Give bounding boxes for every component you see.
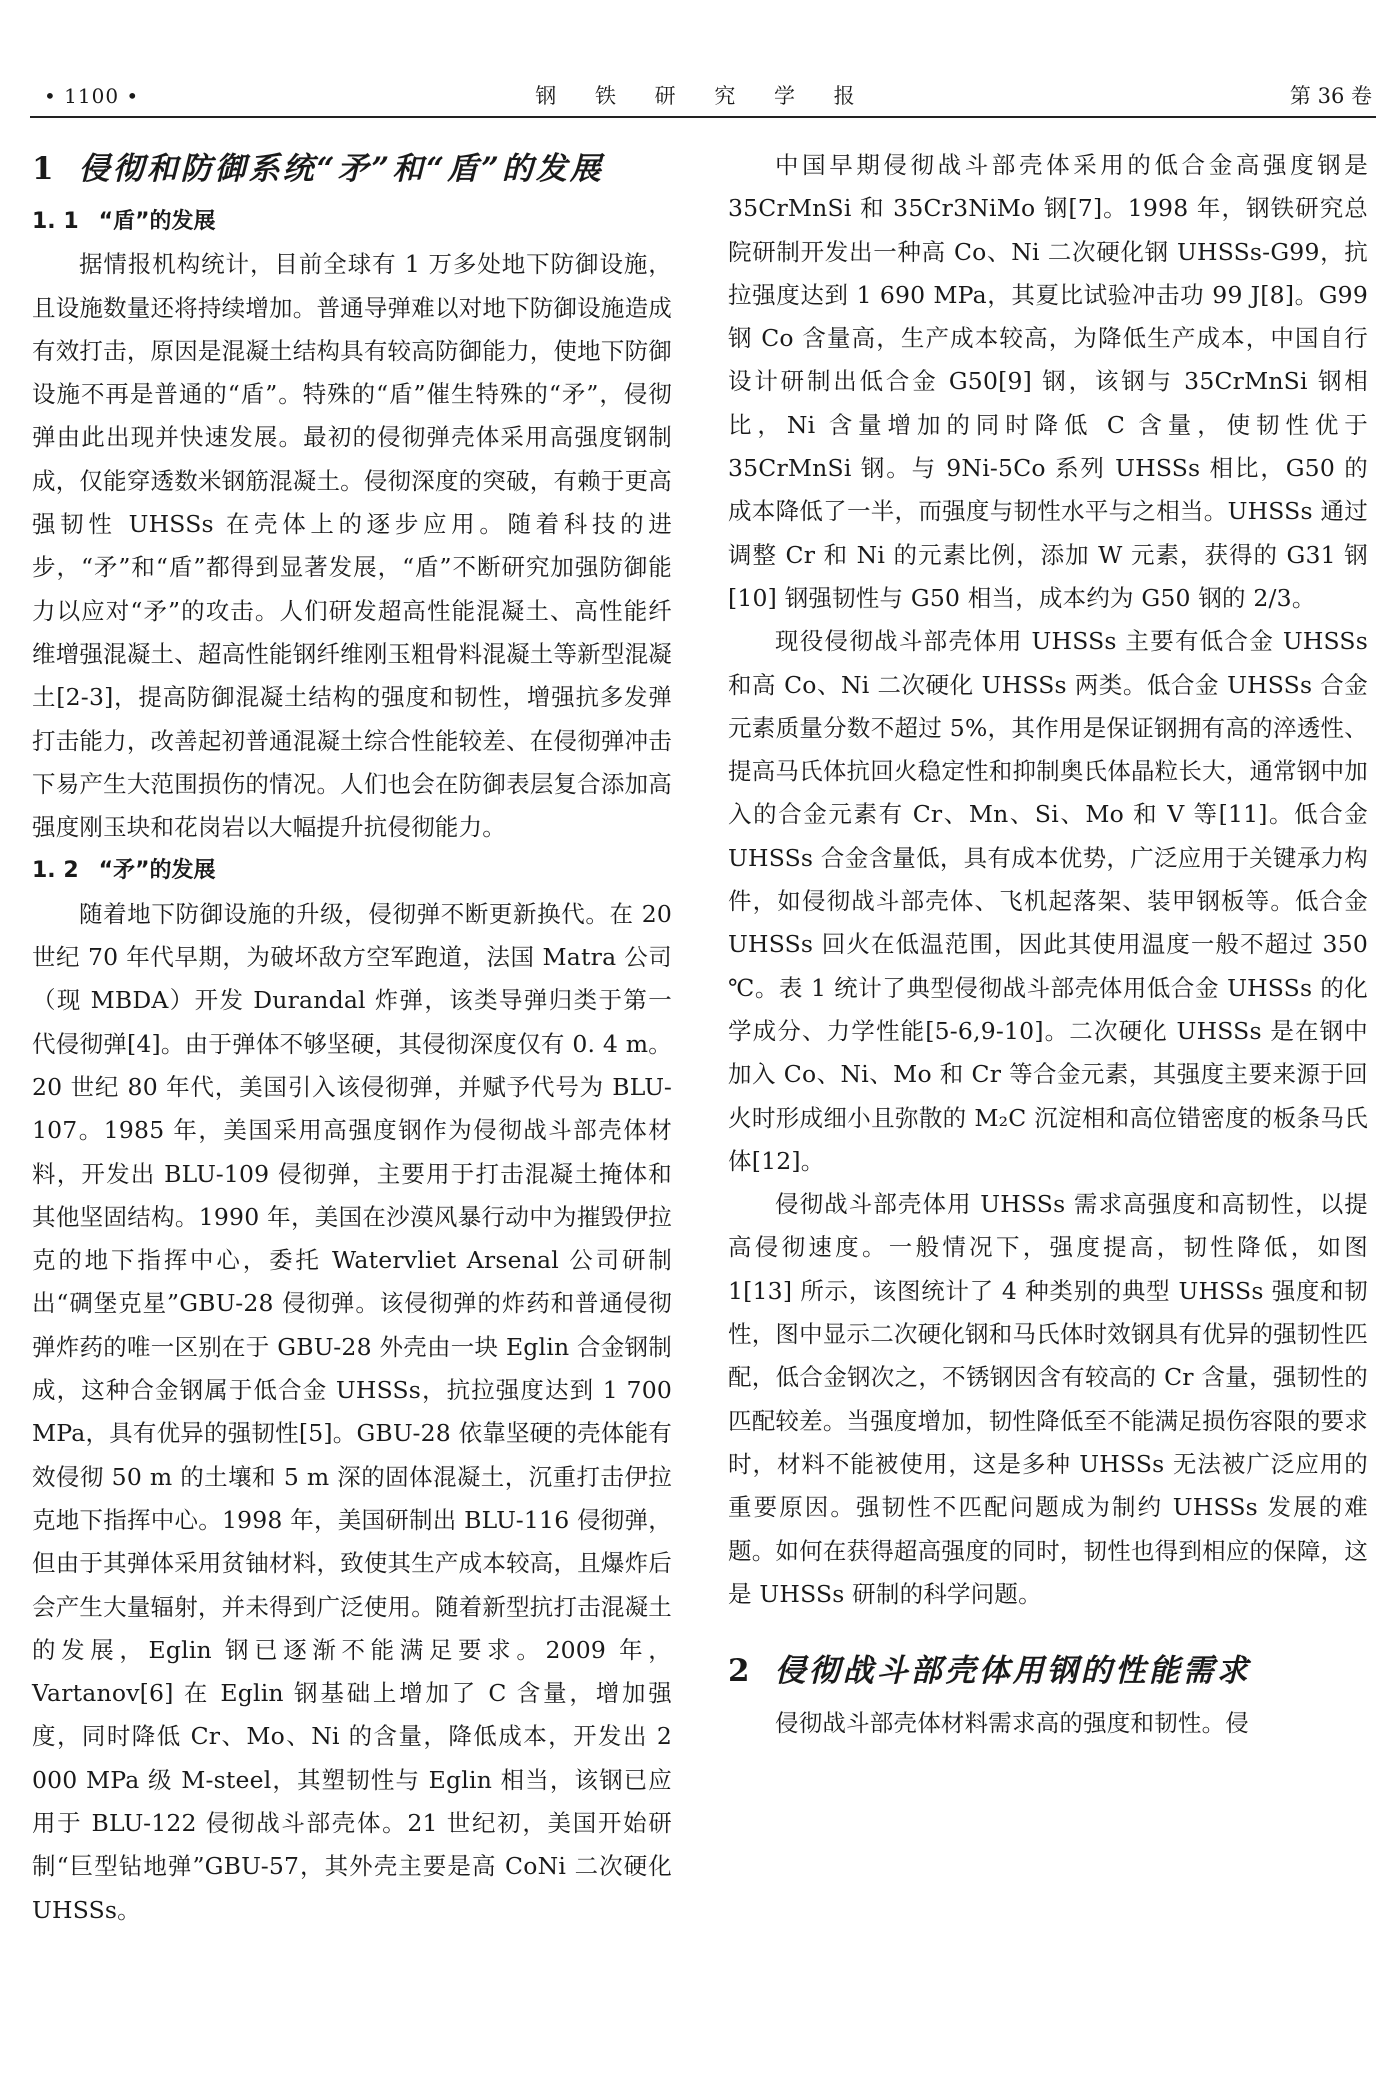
section-2-heading — [728, 1646, 1368, 1702]
section-2-title: 侵彻战斗部壳体用钢的性能需求 — [774, 1653, 1251, 1690]
subsection-1-1-title: “盾”的发展 — [98, 209, 216, 234]
subsection-1-1-number: 1. 1 — [32, 209, 79, 234]
page-number: • 1100 • — [44, 84, 140, 108]
section-1-number: 1 — [32, 151, 57, 187]
right-column — [728, 144, 1368, 1745]
paragraph-requirements: 侵彻战斗部壳体材料需求高的强度和韧性。侵 — [775, 1709, 1249, 1738]
paragraph-strength-toughness: 侵彻战斗部壳体用 UHSSs 需求高强度和高韧性，以提高侵彻速度。一般情况下，强度提高，韧性降低，如图 1[13] 所示，该图统计了 4 种类别的典型 UHSSs 强度和韧性，图中显示二次硬化钢和马氏体时效钢具有优异的强韧性匹配，低合金钢次之，不锈钢因含有较高的 Cr 含量，强韧性的匹配较差。当强度增加，韧性降低至不能满足损伤容限的要求时，材料不能被使用，这是多种 UHSSs 无法被广泛应用的重要原因。强韧性不匹配问题成为制约 UHSSs 发展的难题。如何在获得超高强度的同时，韧性也得到相应的保障，这是 UHSSs 研制的科学问题。 — [728, 1190, 1368, 1608]
section-1-title: 侵彻和防御系统“矛”和“盾”的发展 — [78, 151, 604, 187]
paragraph-china-steels: 中国早期侵彻战斗部壳体采用的低合金高强度钢是 35CrMnSi 和 35Cr3NiMo 钢[7]。1998 年，钢铁研究总院研制开发出一种高 Co、Ni 二次硬化钢 UHSSs-G99，抗拉强度达到 1 690 MPa，其夏比试验冲击功 99 J[8]。G99 钢 Co 含量高，生产成本较高，为降低生产成本，中国自行设计研制出低合金 G50[9] 钢，该钢与 35CrMnSi 钢相比，Ni 含量增加的同时降低 C 含量，使韧性优于 35CrMnSi 钢。与 9Ni-5Co 系列 UHSSs 相比，G50 的成本降低了一半，而强度与韧性水平与之相当。UHSSs 通过调整 Cr 和 Ni 的元素比例，添加 W 元素，获得的 G31 钢[10] 钢强韧性与 G50 相当，成本约为 G50 钢的 2/3。 — [728, 151, 1368, 612]
subsection-1-2-title: “矛”的发展 — [98, 858, 216, 884]
section-1-heading — [32, 144, 672, 200]
paragraph-spear: 随着地下防御设施的升级，侵彻弹不断更新换代。在 20 世纪 70 年代早期，为破坏敌方空军跑道，法国 Matra 公司（现 MBDA）开发 Durandal 炸弹，该类导弹归类于第一代侵彻弹[4]。由于弹体不够坚硬，其侵彻深度仅有 0. 4 m。20 世纪 80 年代，美国引入该侵彻弹，并赋予代号为 BLU-107。1985 年，美国采用高强度钢作为侵彻战斗部壳体材料，开发出 BLU-109 侵彻弹，主要用于打击混凝土掩体和其他坚固结构。1990 年，美国在沙漠风暴行动中为摧毁伊拉克的地下指挥中心，委托 Watervliet Arsenal 公司研制出“碉堡克星”GBU-28 侵彻弹。该侵彻弹的炸药和普通侵彻弹炸药的唯一区别在于 GBU-28 外壳由一块 Eglin 合金钢制成，这种合金钢属于低合金 UHSSs，抗拉强度达到 1 700 MPa，具有优异的强韧性[5]。GBU-28 依靠坚硬的壳体能有效侵彻 50 m 的土壤和 5 m 深的固体混凝土，沉重打击伊拉克地下指挥中心。1998 年，美国研制出 BLU-116 侵彻弹，但由于其弹体采用贫铀材料，致使其生产成本较高，且爆炸后会产生大量辐射，并未得到广泛使用。随着新型抗打击混凝土的发展，Eglin 钢已逐渐不能满足要求。2009 年，Vartanov[6] 在 Eglin 钢基础上增加了 C 含量，增加强度，同时降低 Cr、Mo、Ni 的含量，降低成本，开发出 2 000 MPa 级 M-steel，其塑韧性与 Eglin 相当，该钢已应用于 BLU-122 侵彻战斗部壳体。21 世纪初，美国开始研制“巨型钻地弹”GBU-57，其外壳主要是高 CoNi 二次硬化 UHSSs。 — [32, 899, 672, 1924]
volume-label: 第 36 卷 — [1289, 84, 1372, 108]
journal-title: 钢 铁 研 究 学 报 — [535, 84, 871, 108]
running-head — [30, 76, 1376, 118]
paragraph-shield: 据情报机构统计，目前全球有 1 万多处地下防御设施，且设施数量还将持续增加。普通导弹难以对地下防御设施造成有效打击，原因是混凝土结构具有较高防御能力，使地下防御设施不再是普通的“盾”。特殊的“盾”催生特殊的“矛”，侵彻弹由此出现并快速发展。最初的侵彻弹壳体采用高强度钢制成，仅能穿透数米钢筋混凝土。侵彻深度的突破，有赖于更高强韧性 UHSSs 在壳体上的逐步应用。随着科技的进步，“矛”和“盾”都得到显著发展，“盾”不断研究加强防御能力以应对“矛”的攻击。人们研发超高性能混凝土、高性能纤维增强混凝土、超高性能钢纤维刚玉粗骨料混凝土等新型混凝土[2-3]，提高防御混凝土结构的强度和韧性，增强抗多发弹打击能力，改善起初普通混凝土综合性能较差、在侵彻弹冲击下易产生大范围损伤的情况。人们也会在防御表层复合添加高强度刚玉块和花岗岩以大幅提升抗侵彻能力。 — [32, 250, 672, 842]
subsection-1-2-heading — [32, 849, 672, 892]
paragraph-current-steels: 现役侵彻战斗部壳体用 UHSSs 主要有低合金 UHSSs 和高 Co、Ni 二次硬化 UHSSs 两类。低合金 UHSSs 合金元素质量分数不超过 5%，其作用是保证钢拥有高的淬透性、提高马氏体抗回火稳定性和抑制奥氏体晶粒长大，通常钢中加入的合金元素有 Cr、Mn、Si、Mo 和 V 等[11]。低合金 UHSSs 合金含量低，具有成本优势，广泛应用于关键承力构件，如侵彻战斗部壳体、飞机起落架、装甲钢板等。低合金 UHSSs 回火在低温范围，因此其使用温度一般不超过 350 ℃。表 1 统计了典型侵彻战斗部壳体用低合金 UHSSs 的化学成分、力学性能[5-6,9-10]。二次硬化 UHSSs 是在钢中加入 Co、Ni、Mo 和 Cr 等合金元素，其强度主要来源于回火时形成细小且弥散的 M₂C 沉淀相和高位错密度的板条马氏体[12]。 — [728, 627, 1368, 1175]
left-column — [32, 144, 672, 1932]
section-gap — [728, 1616, 1368, 1646]
section-2-number: 2 — [728, 1653, 753, 1690]
subsection-1-1-heading — [32, 200, 672, 243]
subsection-1-2-number: 1. 2 — [32, 858, 79, 884]
